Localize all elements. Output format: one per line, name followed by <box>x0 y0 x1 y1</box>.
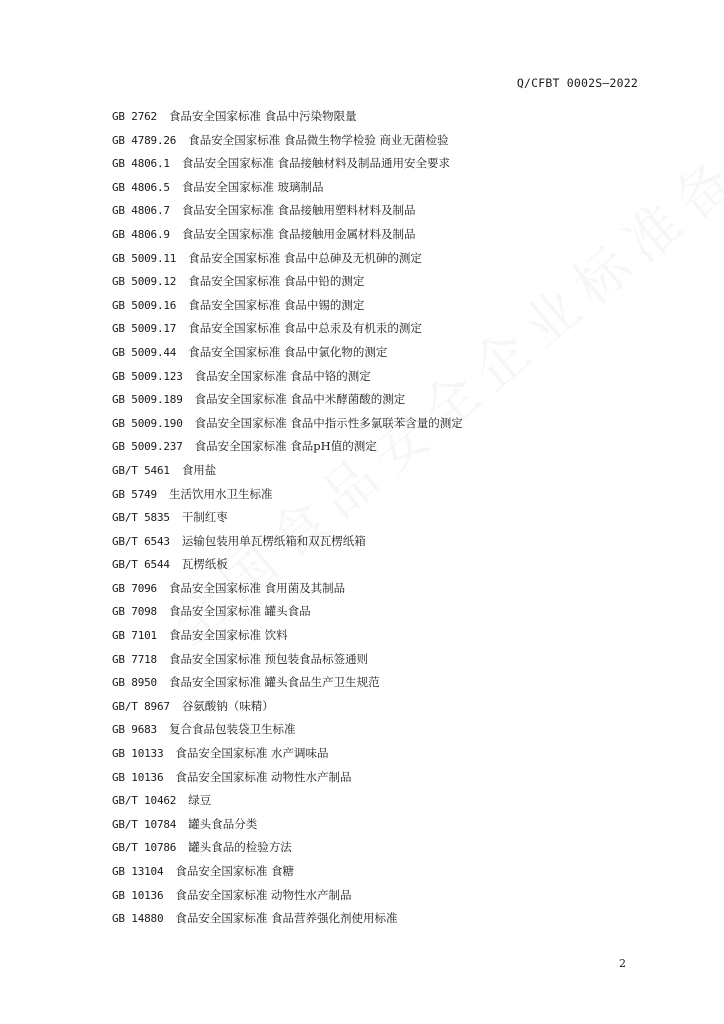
reference-item <box>112 886 632 910</box>
reference-title: 复合食品包装袋卫生标准 <box>168 722 296 737</box>
reference-item <box>112 131 632 155</box>
reference-code: GB/T 6544 <box>112 558 170 572</box>
reference-title: 食品安全国家标准 动物性水产制品 <box>175 769 352 784</box>
reference-item <box>112 768 632 792</box>
reference-code: GB 5009.189 <box>112 393 183 407</box>
reference-code: GB 7096 <box>112 581 157 595</box>
reference-title: 食品安全国家标准 食品中锡的测定 <box>188 297 365 312</box>
reference-item <box>112 178 632 202</box>
reference-code: GB 5009.123 <box>112 369 183 383</box>
reference-item <box>112 602 632 626</box>
reference-title: 绿豆 <box>188 793 212 808</box>
reference-item <box>112 744 632 768</box>
reference-code: GB/T 10462 <box>112 794 177 808</box>
reference-code: GB 5009.16 <box>112 298 177 312</box>
reference-title: 食品安全国家标准 食用菌及其制品 <box>168 580 346 595</box>
reference-title: 食品安全国家标准 食品中氯化物的测定 <box>188 344 388 359</box>
reference-item <box>112 532 632 556</box>
reference-title: 瓦楞纸板 <box>181 557 228 572</box>
reference-code: GB 4806.5 <box>112 180 170 194</box>
reference-item <box>112 390 632 414</box>
page-number: 2 <box>619 957 626 970</box>
reference-item <box>112 154 632 178</box>
reference-item <box>112 626 632 650</box>
reference-item <box>112 319 632 343</box>
reference-item <box>112 249 632 273</box>
reference-title: 食品安全国家标准 预包装食品标签通则 <box>168 651 369 666</box>
reference-item <box>112 697 632 721</box>
normative-references-list <box>112 107 632 933</box>
reference-title: 食品安全国家标准 食品pH值的测定 <box>194 439 377 454</box>
reference-item <box>112 791 632 815</box>
reference-item <box>112 107 632 131</box>
reference-code: GB 7098 <box>112 605 157 619</box>
document-number: Q/CFBT 0002S—2022 <box>516 76 638 90</box>
reference-code: GB/T 6543 <box>112 534 170 548</box>
reference-code: GB 7718 <box>112 652 157 666</box>
reference-code: GB 4806.9 <box>112 227 170 241</box>
reference-item <box>112 673 632 697</box>
reference-title: 运输包装用单瓦楞纸箱和双瓦楞纸箱 <box>181 533 366 548</box>
reference-code: GB 5749 <box>112 487 157 501</box>
reference-title: 谷氨酸钠（味精） <box>181 698 274 713</box>
reference-item <box>112 272 632 296</box>
reference-title: 食品安全国家标准 罐头食品 <box>168 604 311 619</box>
reference-code: GB 5009.190 <box>112 416 183 430</box>
reference-code: GB 5009.237 <box>112 440 183 454</box>
reference-title: 食品安全国家标准 食品接触材料及制品通用安全要求 <box>181 156 450 171</box>
reference-code: GB/T 8967 <box>112 699 170 713</box>
reference-title: 罐头食品的检验方法 <box>188 840 292 855</box>
reference-title: 食品安全国家标准 食糖 <box>175 864 295 878</box>
reference-code: GB 9683 <box>112 723 157 737</box>
reference-item <box>112 508 632 532</box>
reference-item <box>112 485 632 509</box>
reference-code: GB 5009.12 <box>112 275 177 289</box>
reference-code: GB 10133 <box>112 747 164 761</box>
reference-item <box>112 343 632 367</box>
reference-code: GB/T 10784 <box>112 817 177 831</box>
reference-item <box>112 555 632 579</box>
reference-title: 食品安全国家标准 食品接触用塑料材料及制品 <box>181 203 416 218</box>
reference-item <box>112 579 632 603</box>
reference-item <box>112 296 632 320</box>
reference-code: GB 4789.26 <box>112 133 177 147</box>
reference-code: GB 8950 <box>112 676 157 690</box>
reference-item <box>112 367 632 391</box>
reference-code: GB/T 10786 <box>112 841 177 855</box>
reference-title: 食品安全国家标准 食品中总砷及无机砷的测定 <box>188 250 422 265</box>
reference-code: GB 10136 <box>112 888 164 902</box>
reference-item <box>112 838 632 862</box>
reference-code: GB 10136 <box>112 770 164 784</box>
reference-title: 食品安全国家标准 水产调味品 <box>175 746 329 761</box>
reference-title: 生活饮用水卫生标准 <box>168 486 273 501</box>
reference-title: 干制红枣 <box>181 510 228 525</box>
reference-item <box>112 225 632 249</box>
reference-item <box>112 201 632 225</box>
reference-title: 食品安全国家标准 食品中米酵菌酸的测定 <box>194 392 406 407</box>
reference-title: 食用盐 <box>181 462 217 477</box>
reference-title: 食品安全国家标准 食品微生物学检验 商业无菌检验 <box>188 132 449 147</box>
reference-code: GB 4806.1 <box>112 157 170 171</box>
reference-item <box>112 862 632 886</box>
reference-title: 食品安全国家标准 食品中污染物限量 <box>168 109 357 123</box>
reference-title: 食品安全国家标准 饮料 <box>168 628 288 643</box>
reference-title: 食品安全国家标准 食品营养强化剂使用标准 <box>175 911 398 926</box>
reference-title: 食品安全国家标准 食品中铅的测定 <box>188 274 365 289</box>
reference-title: 食品安全国家标准 食品中指示性多氯联苯含量的测定 <box>194 415 463 430</box>
reference-code: GB/T 5835 <box>112 511 170 525</box>
reference-code: GB 4806.7 <box>112 204 170 218</box>
reference-title: 罐头食品分类 <box>188 816 258 831</box>
reference-item <box>112 720 632 744</box>
reference-title: 食品安全国家标准 食品中总汞及有机汞的测定 <box>188 321 422 336</box>
reference-item <box>112 650 632 674</box>
reference-code: GB 5009.17 <box>112 322 177 336</box>
reference-item <box>112 437 632 461</box>
reference-code: GB 5009.44 <box>112 345 177 359</box>
reference-code: GB/T 5461 <box>112 463 170 477</box>
reference-code: GB 13104 <box>112 865 164 878</box>
reference-title: 食品安全国家标准 食品中铬的测定 <box>194 368 371 383</box>
reference-item <box>112 815 632 839</box>
reference-title: 食品安全国家标准 罐头食品生产卫生规范 <box>168 675 380 690</box>
reference-item <box>112 414 632 438</box>
reference-code: GB 14880 <box>112 912 164 926</box>
reference-code: GB 2762 <box>112 110 157 123</box>
reference-item <box>112 909 632 933</box>
reference-title: 食品安全国家标准 动物性水产制品 <box>175 887 352 902</box>
reference-title: 食品安全国家标准 玻璃制品 <box>181 179 324 194</box>
reference-item <box>112 461 632 485</box>
reference-code: GB 5009.11 <box>112 251 177 265</box>
reference-code: GB 7101 <box>112 629 157 643</box>
reference-title: 食品安全国家标准 食品接触用金属材料及制品 <box>181 226 416 241</box>
